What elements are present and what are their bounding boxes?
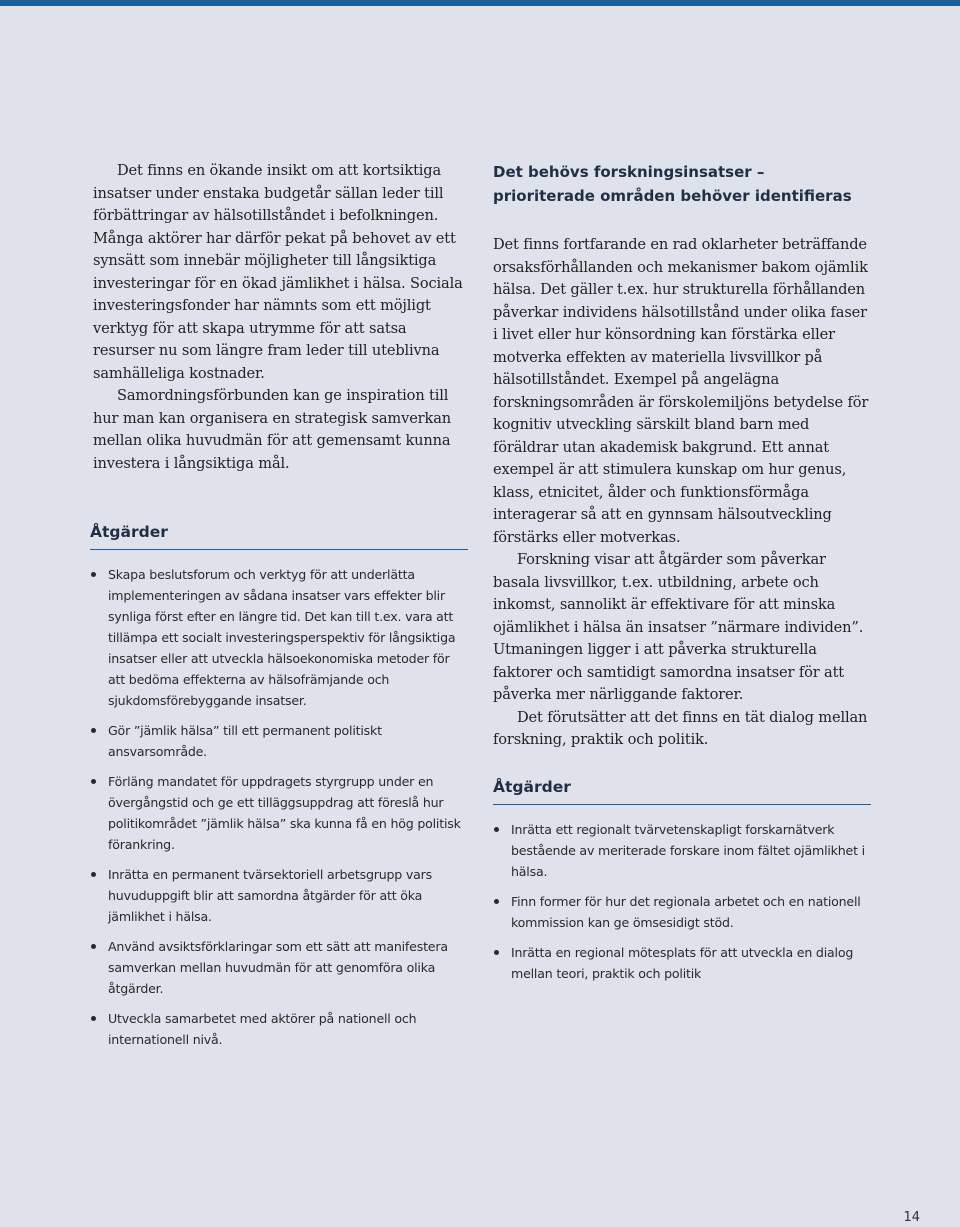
bullet-icon: [91, 944, 96, 949]
list-item: [90, 564, 468, 711]
right-actions-heading: Åtgärder: [493, 778, 871, 805]
list-item: [493, 891, 871, 933]
list-item: [90, 771, 468, 855]
bullet-icon: [91, 728, 96, 733]
research-heading-line-2: prioriterade områden behöver identifieras: [493, 187, 852, 205]
list-item: [493, 819, 871, 882]
bullet-icon: [91, 872, 96, 877]
list-item: [90, 1008, 468, 1050]
right-paragraph-1: Det finns fortfarande en rad oklarheter beträffande orsaksförhållanden och mekanismer bakom ojämlik hälsa. Det gäller t.ex. hur strukturella förhållanden påverkar individens hälsotillstånd under olika faser i livet eller hur könsordning kan förstärka eller motverka effekten av materiella livsvillkor på hälsotillståndet. Exempel på angelägna forskningsområden är förskolemiljöns betydelse för kognitiv utveckling särskilt bland barn med föräldrar utan akademisk bakgrund. Ett annat exempel är att stimulera kunskap om hur genus, klass, etnicitet, ålder och funktionsförmåga interagerar så att en gynnsam hälsoutveckling förstärks eller motverkas.: [493, 236, 869, 546]
list-item: [90, 936, 468, 999]
left-actions-heading: Åtgärder: [90, 523, 468, 550]
right-actions-list: [493, 819, 871, 984]
list-item-text: Skapa beslutsforum och verktyg för att underlätta implementeringen av sådana insatser vars effekter blir synliga först efter en längre tid. Det kan till t.ex. vara att tillämpa ett socialt investeringsperspektiv för långsiktiga insatser eller att utveckla hälsoekonomiska metoder för att bedöma effekterna av hälsofrämjande och sjukdomsförebyggande insatser.: [108, 567, 456, 708]
list-item: [493, 942, 871, 984]
page-number: 14: [903, 1210, 920, 1225]
bullet-icon: [494, 899, 499, 904]
left-actions-list: [90, 564, 468, 1050]
research-heading-line-1: Det behövs forskningsinsatser –: [493, 163, 765, 181]
list-item-text: Förläng mandatet för uppdragets styrgrupp under en övergångstid och ge ett tilläggsuppdrag att föreslå hur politikområdet ”jämlik hälsa” ska kunna få en hög politisk förankring.: [108, 774, 461, 852]
list-item-text: Utveckla samarbetet med aktörer på nationell och internationell nivå.: [108, 1011, 417, 1047]
research-heading: [493, 160, 871, 208]
bullet-icon: [91, 1016, 96, 1021]
right-paragraph-3: Det förutsätter att det finns en tät dialog mellan forskning, praktik och politik.: [493, 708, 868, 748]
left-paragraph-2: Samordningsförbunden kan ge inspiration till hur man kan organisera en strategisk samverkan mellan olika huvudmän för att gemensamt kunna investera i långsiktiga mål.: [93, 387, 452, 472]
list-item: [90, 864, 468, 927]
list-item-text: Inrätta en permanent tvärsektoriell arbetsgrupp vars huvuduppgift blir att samordna åtgärder för att öka jämlikhet i hälsa.: [108, 867, 433, 924]
left-paragraph-1: Det finns en ökande insikt om att kortsiktiga insatser under enstaka budgetår sällan leder till förbättringar av hälsotillståndet i befolkningen. Många aktörer har därför pekat på behovet av ett synsätt som innebär möjligheter till långsiktiga investeringar för en ökad jämlikhet i hälsa. Sociala investeringsfonder har nämnts som ett möjligt verktyg för att skapa utrymme för att satsa resurser nu som längre fram leder till uteblivna samhälleliga kostnader.: [93, 162, 463, 382]
bullet-icon: [494, 827, 499, 832]
top-accent-bar: [0, 0, 960, 6]
list-item-text: Använd avsiktsförklaringar som ett sätt att manifestera samverkan mellan huvudmän för att genomföra olika åtgärder.: [108, 939, 448, 996]
right-paragraph-2: Forskning visar att åtgärder som påverkar basala livsvillkor, t.ex. utbildning, arbete och inkomst, sannolikt är effektivare för att minska ojämlikhet i hälsa än insatser ”närmare individen”. Utmaningen ligger i att påverka strukturella faktorer och samtidigt samordna insatser för att påverka mer närliggande faktorer.: [493, 551, 864, 703]
list-item-text: Inrätta en regional mötesplats för att utveckla en dialog mellan teori, praktik och politik: [511, 944, 854, 981]
list-item-text: Finn former för hur det regionala arbetet och en nationell kommission kan ge ömsesidigt stöd.: [511, 893, 861, 930]
bullet-icon: [91, 779, 96, 784]
list-item-text: Inrätta ett regionalt tvärvetenskapligt forskarnätverk bestående av meriterade forskare inom fältet ojämlikhet i hälsa.: [511, 821, 865, 879]
right-column: [493, 160, 871, 993]
list-item-text: Gör ”jämlik hälsa” till ett permanent politiskt ansvarsområde.: [108, 723, 382, 759]
bullet-icon: [91, 572, 96, 577]
left-column: [90, 160, 468, 1059]
bullet-icon: [494, 950, 499, 955]
list-item: [90, 720, 468, 762]
